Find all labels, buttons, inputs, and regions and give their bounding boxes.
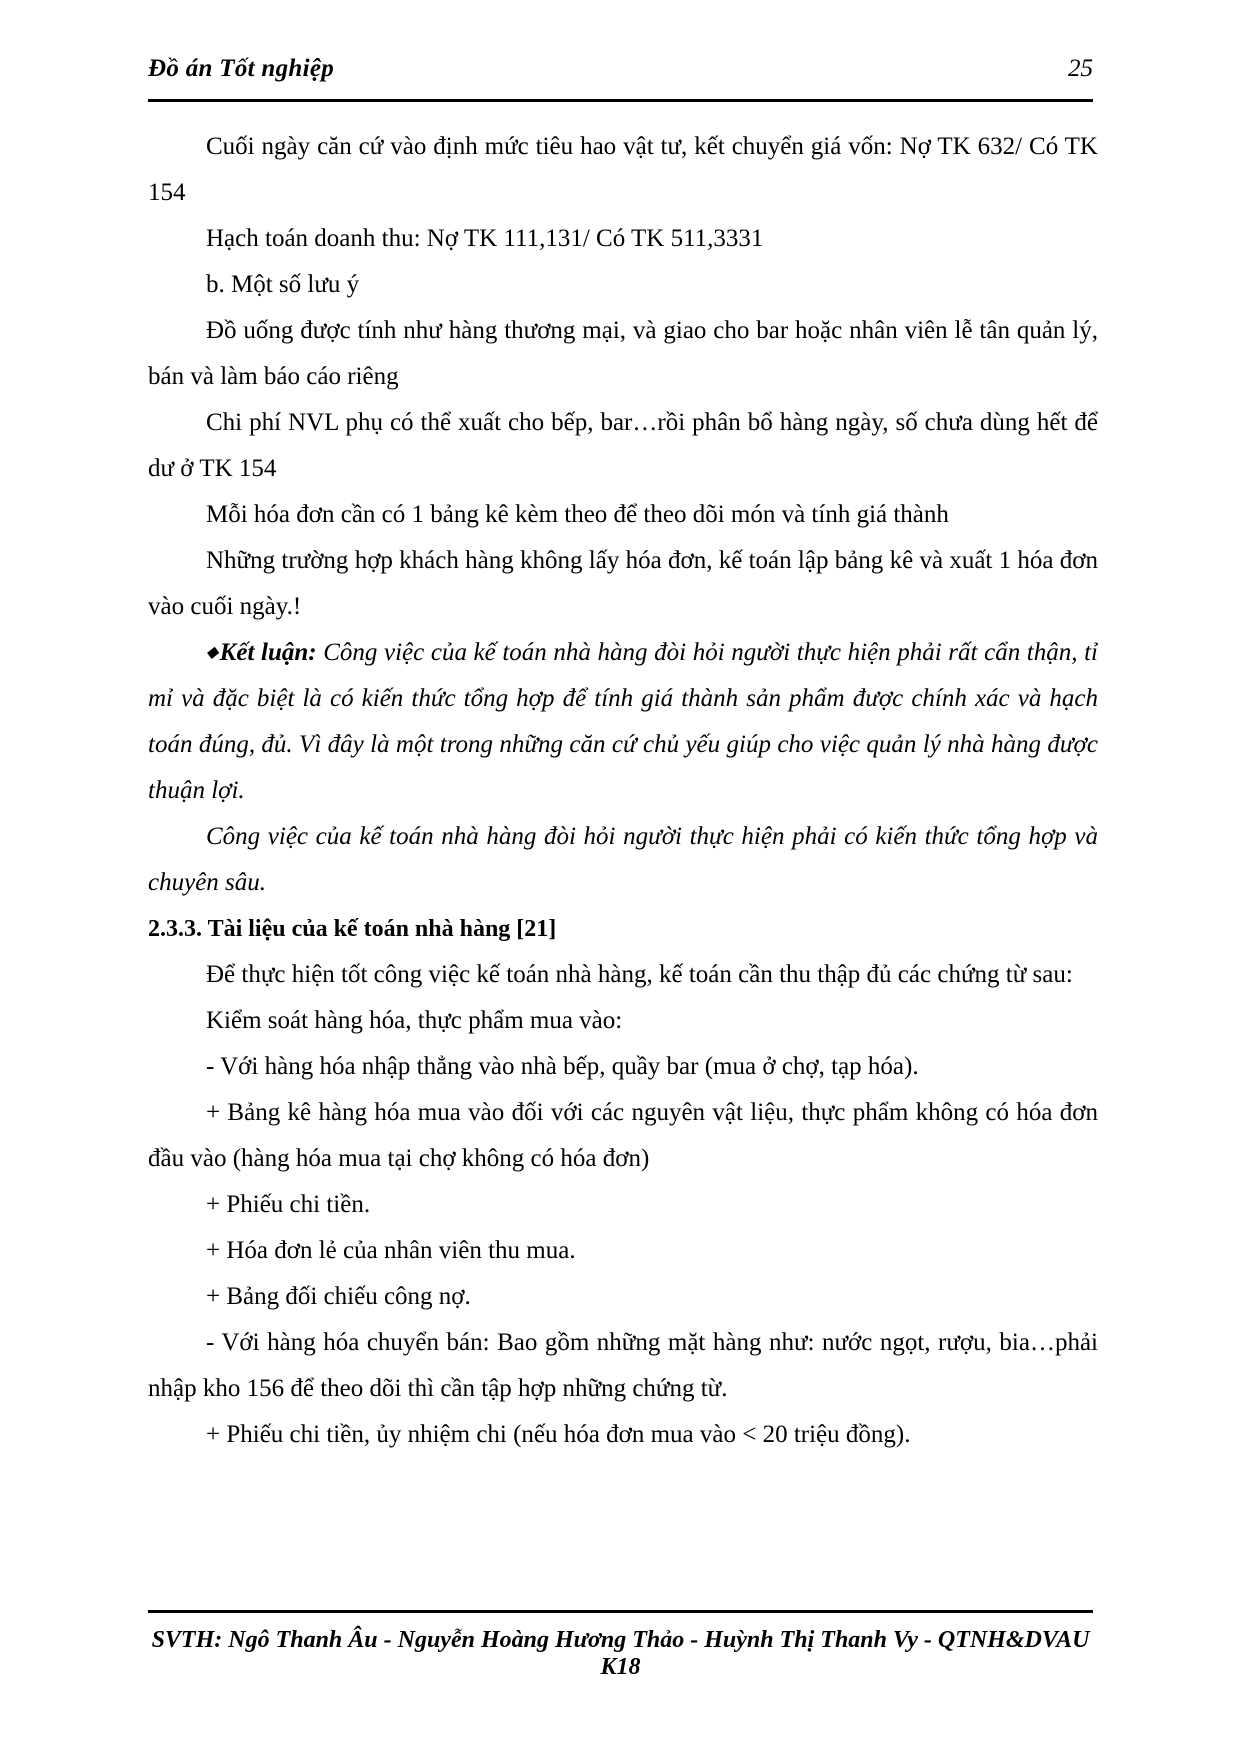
paragraph-13: + Bảng kê hàng hóa mua vào đối với các nguyên vật liệu, thực phẩm không có hóa đơn đầu vào (hàng hóa mua tại chợ không có hóa đơn) bbox=[148, 1099, 1098, 1172]
header-page-number: 25 bbox=[1068, 55, 1093, 82]
paragraph-17: - Với hàng hóa chuyển bán: Bao gồm những mặt hàng như: nước ngọt, rượu, bia…phải nhập kho 156 để theo dõi thì cần tập hợp những chứng từ. bbox=[148, 1329, 1098, 1402]
paragraph-9: Công việc của kế toán nhà hàng đòi hỏi người thực hiện phải có kiến thức tổng hợp và chuyên sâu. bbox=[148, 823, 1098, 896]
paragraph-16: + Bảng đối chiếu công nợ. bbox=[206, 1283, 471, 1310]
paragraph-11: Kiểm soát hàng hóa, thực phẩm mua vào: bbox=[206, 1007, 623, 1034]
conclusion-text: Công việc của kế toán nhà hàng đòi hỏi người thực hiện phải rất cẩn thận, tỉ mỉ và đặc biệt là có kiến thức tổng hợp để tính giá thành sản phẩm được chính xác và hạch toán đúng, đủ. Vì đây là một trong những căn cứ chủ yếu giúp cho việc quản lý nhà hàng được thuận lợi. bbox=[148, 639, 1099, 804]
document-body bbox=[148, 124, 1098, 1458]
paragraph-3: b. Một số lưu ý bbox=[206, 271, 360, 298]
paragraph-2: Hạch toán doanh thu: Nợ TK 111,131/ Có TK 511,3331 bbox=[206, 225, 764, 252]
page-footer: SVTH: Ngô Thanh Âu - Nguyễn Hoàng Hương Thảo - Huỳnh Thị Thanh Vy - QTNH&DVAU K18 bbox=[151, 1627, 1090, 1680]
section-heading-233: 2.3.3. Tài liệu của kế toán nhà hàng [21] bbox=[148, 916, 557, 942]
paragraph-conclusion bbox=[148, 630, 1098, 814]
header-title: Đồ án Tốt nghiệp bbox=[148, 55, 335, 82]
conclusion-label: Kết luận: bbox=[219, 639, 317, 666]
paragraph-1: Cuối ngày căn cứ vào định mức tiêu hao vật tư, kết chuyển giá vốn: Nợ TK 632/ Có TK 154 bbox=[148, 133, 1098, 206]
diamond-bullet-icon: ◆ bbox=[206, 644, 219, 661]
paragraph-6: Mỗi hóa đơn cần có 1 bảng kê kèm theo để theo dõi món và tính giá thành bbox=[206, 501, 949, 528]
paragraph-12: - Với hàng hóa nhập thẳng vào nhà bếp, quầy bar (mua ở chợ, tạp hóa). bbox=[206, 1053, 919, 1080]
footer-divider bbox=[148, 1610, 1093, 1613]
paragraph-4: Đồ uống được tính như hàng thương mại, và giao cho bar hoặc nhân viên lễ tân quản lý, bán và làm báo cáo riêng bbox=[148, 317, 1098, 390]
paragraph-15: + Hóa đơn lẻ của nhân viên thu mua. bbox=[206, 1237, 576, 1264]
paragraph-7: Những trường hợp khách hàng không lấy hóa đơn, kế toán lập bảng kê và xuất 1 hóa đơn vào cuối ngày.! bbox=[148, 547, 1098, 620]
paragraph-14: + Phiếu chi tiền. bbox=[206, 1191, 371, 1218]
paragraph-18: + Phiếu chi tiền, ủy nhiệm chi (nếu hóa đơn mua vào < 20 triệu đồng). bbox=[206, 1421, 911, 1448]
paragraph-5: Chi phí NVL phụ có thể xuất cho bếp, bar…rồi phân bổ hàng ngày, số chưa dùng hết để dư ở TK 154 bbox=[148, 409, 1098, 482]
paragraph-10: Để thực hiện tốt công việc kế toán nhà hàng, kế toán cần thu thập đủ các chứng từ sau: bbox=[206, 961, 1073, 988]
header-divider bbox=[148, 99, 1093, 102]
page-header bbox=[148, 55, 1093, 83]
